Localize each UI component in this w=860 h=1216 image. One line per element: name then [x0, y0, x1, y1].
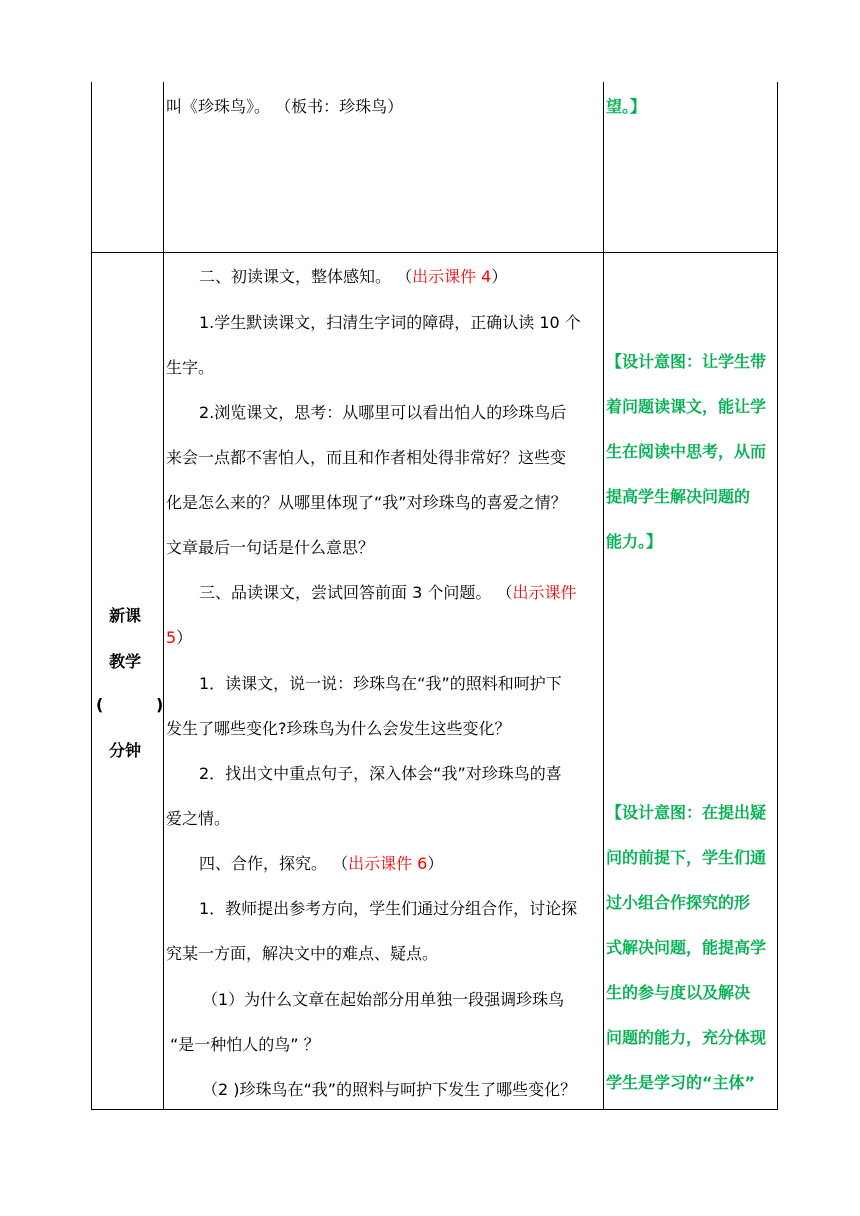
label-paren-close: ) [156, 695, 164, 714]
top-row-text: 叫《珍珠鸟》。 （板书：珍珠鸟） [166, 97, 404, 116]
label-line-1: 新课 [109, 606, 142, 625]
group-task-line-2: 究某一方面，解决文中的难点、疑点。 [166, 944, 439, 963]
top-row-design-note: 望。】 [606, 97, 647, 116]
table-left-border [91, 82, 92, 1110]
step-1-line-2: 生字。 [166, 358, 215, 377]
design-note-1-line-2: 着问题读课文，能让学 [606, 397, 767, 416]
section-3-heading: 三、品读课文，尝试回答前面 3 个问题。 （出示课件 [199, 583, 577, 602]
design-note-1-line-5: 能力。】 [606, 532, 663, 551]
q1-line-1: 1．读课文，说一说：珍珠鸟在“我”的照料和呵护下 [199, 674, 562, 693]
q2-line-2: 爱之情。 [166, 809, 231, 828]
sub-q1-line-2: “是一种怕人的鸟” ？ [170, 1035, 320, 1054]
q1-line-2: 发生了哪些变化?珍珠鸟为什么会发生这些变化？ [166, 719, 511, 738]
design-note-1-line-3: 生在阅读中思考，从而 [606, 442, 767, 461]
design-note-2-line-4: 式解决问题，能提高学 [606, 938, 767, 957]
table-col1-divider [163, 82, 164, 1110]
step-2-line-3: 化是怎么来的？从哪里体现了“我”对珍珠鸟的喜爱之情？ [166, 493, 567, 512]
label-line-3: 分钟 [109, 741, 142, 760]
sub-q2-line-1: （2 )珍珠鸟在“我”的照料与呵护下发生了哪些变化？ [202, 1080, 577, 1099]
step-2-line-1: 2.浏览课文，思考：从哪里可以看出怕人的珍珠鸟后 [199, 403, 567, 422]
courseware-5-link: 出示课件 [512, 583, 577, 602]
section-3-heading-cont: 5） [166, 628, 193, 647]
table-row-divider [91, 252, 778, 253]
courseware-6-link: 出示课件 6 [348, 854, 428, 873]
table-right-border [777, 82, 778, 1110]
design-note-2-line-2: 问的前提下，学生们通 [606, 848, 767, 867]
section-2-heading: 二、初读课文，整体感知。 （出示课件 4） [199, 267, 508, 286]
step-2-line-2: 来会一点都不害怕人，而且和作者相处得非常好？这些变 [166, 448, 567, 467]
table-bottom-border [91, 1109, 778, 1110]
design-note-2-line-1: 【设计意图：在提出疑 [606, 803, 767, 822]
group-task-line-1: 1．教师提出参考方向，学生们通过分组合作，讨论探 [199, 899, 578, 918]
sub-q1-line-1: （1）为什么文章在起始部分用单独一段强调珍珠鸟 [202, 990, 565, 1009]
design-note-2-line-6: 问题的能力，充分体现 [606, 1028, 767, 1047]
design-note-1-line-4: 提高学生解决问题的 [606, 487, 751, 506]
table-col2-divider [603, 82, 604, 1110]
label-line-2: 教学 [109, 652, 142, 671]
design-note-2-line-7: 学生是学习的“主体” [606, 1073, 756, 1092]
design-note-2-line-5: 生的参与度以及解决 [606, 983, 751, 1002]
step-1-line-1: 1.学生默读课文，扫清生字词的障碍，正确认读 10 个 [199, 313, 581, 332]
section-4-heading: 四、合作，探究。 （出示课件 6） [199, 854, 444, 873]
design-note-2-line-3: 过小组合作探究的形 [606, 893, 751, 912]
design-note-1-line-1: 【设计意图：让学生带 [606, 352, 767, 371]
label-paren-open: ( [96, 695, 104, 714]
q2-line-1: 2．找出文中重点句子，深入体会“我”对珍珠鸟的喜 [199, 764, 562, 783]
courseware-4-link: 出示课件 4 [412, 267, 492, 286]
step-2-line-4: 文章最后一句话是什么意思？ [166, 538, 375, 557]
